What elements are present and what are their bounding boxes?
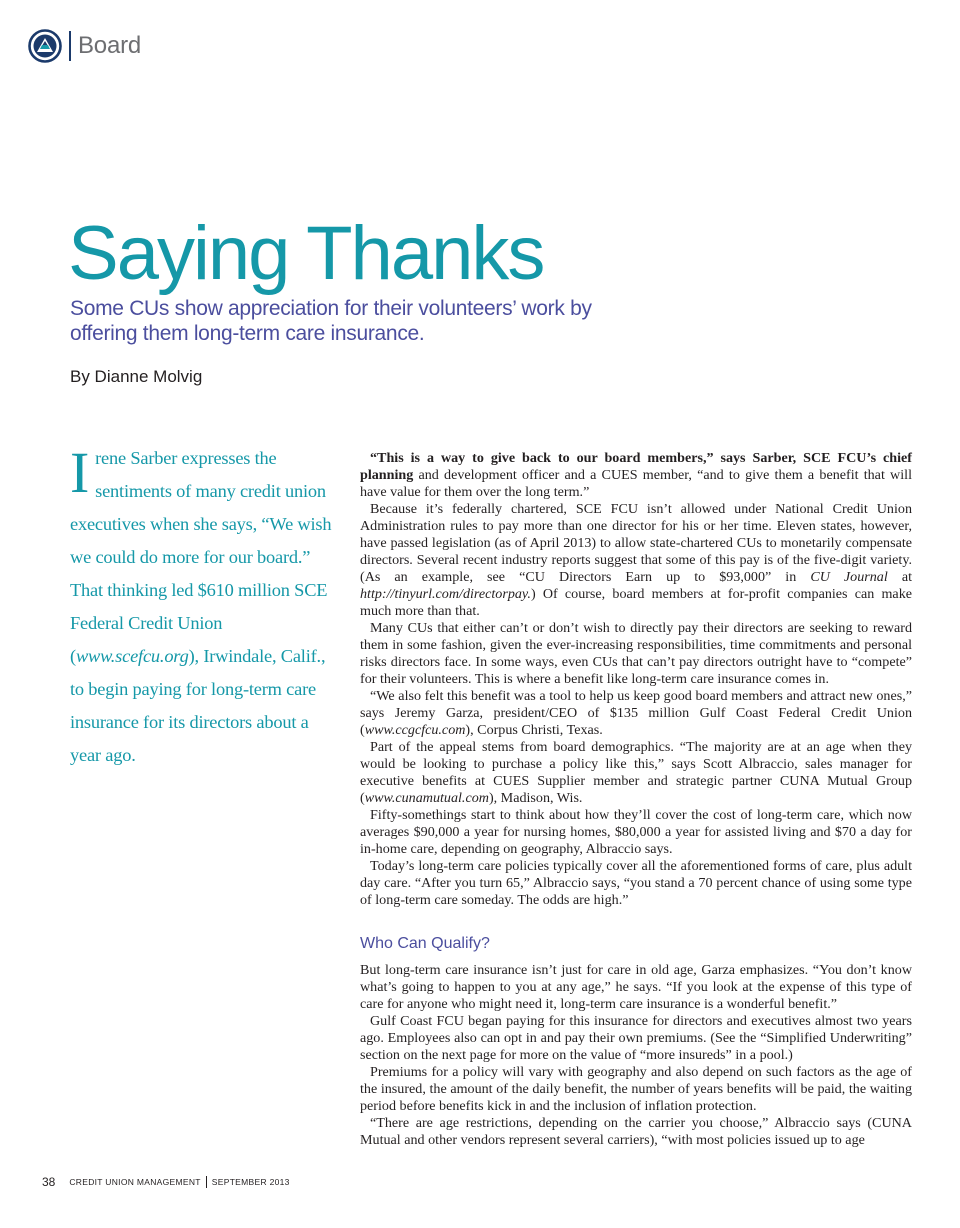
article-subtitle: Some CUs show appreciation for their volunteers’ work by offering them long-term care insurance. bbox=[70, 297, 592, 345]
cues-logo-icon bbox=[28, 29, 62, 63]
pull-quote bbox=[70, 442, 336, 772]
body-paragraph: Because it’s federally chartered, SCE FCU isn’t allowed under National Credit Union Administration rules to pay more than one director for his or her time. Eleven states, however, have passed legislation (as of April 2013) to allow state-chartered CUs to monetarily compensate directors. Several recent industry reports suggest that some of this pay is of the five-digit variety. (As an example, see “CU Directors Earn up to $93,000” in CU Journal at http://tinyurl.com/directorpay.) Of course, board members at for-profit companies can make much more than that. bbox=[360, 501, 912, 619]
section-label: Board bbox=[78, 32, 142, 59]
article-byline: By Dianne Molvig bbox=[70, 367, 203, 386]
body-paragraph: Part of the appeal stems from board demographics. “The majority are at an age when they would be looking to purchase a policy like this,” says Scott Albraccio, sales manager for executive benefits at CUES Supplier member and strategic partner CUNA Mutual Group (www.cunamutual.com), Madison, Wis. bbox=[360, 739, 912, 806]
section-subhead: Who Can Qualify? bbox=[360, 935, 490, 952]
pull-quote-url: www.scefcu.org bbox=[75, 646, 189, 666]
body-text: and development officer and a CUES member, “and to give them a benefit that will have value for them over the long term.” bbox=[360, 467, 912, 500]
body-paragraph: Gulf Coast FCU began paying for this insurance for directors and executives almost two years ago. Employees also can opt in and pay their own premiums. (See the “Simplified Underwriting” section on the next page for more on the value of “more insureds” in a pool.) bbox=[360, 1013, 912, 1063]
inline-url: http://tinyurl.com/directorpay. bbox=[360, 586, 531, 602]
footer-divider bbox=[206, 1176, 207, 1188]
body-paragraph: Fifty-somethings start to think about how they’ll cover the cost of long-term care, which now averages $90,000 a year for nursing homes, $80,000 a year for assisted living and $70 a day for in-home care, depending on geography, Albraccio says. bbox=[360, 807, 912, 857]
body-paragraph bbox=[360, 450, 912, 501]
page-footer bbox=[42, 1175, 290, 1189]
body-paragraph: Today’s long-term care policies typically cover all the aforementioned forms of care, plus adult day care. “After you turn 65,” Albraccio says, “you stand a 70 percent chance of using some type of long-term care someday. The odds are high.” bbox=[360, 858, 912, 908]
lead-in-text: “This is a way to give back to our board members,” says Sarber, SCE FCU’s chief planning bbox=[360, 450, 912, 483]
magazine-name: CREDIT UNION MANAGEMENT bbox=[69, 1177, 201, 1187]
page-header bbox=[28, 26, 141, 66]
body-paragraph: “We also felt this benefit was a tool to help us keep good board members and attract new ones,” says Jeremy Garza, president/CEO of $135 million Gulf Coast Federal Credit Union (www.ccgcfcu.com), Corpus Christi, Texas. bbox=[360, 688, 912, 738]
header-divider bbox=[69, 31, 71, 61]
page-number: 38 bbox=[42, 1175, 56, 1189]
article-title: Saying Thanks bbox=[68, 211, 544, 296]
body-paragraph: Many CUs that either can’t or don’t wish to directly pay their directors are seeking to reward them in some fashion, given the ever-increasing responsibilities, time commitments and personal risks directors face. In some ways, even CUs that can’t pay directors outright have to “compete” for their volunteers. This is where a benefit like long-term care insurance comes in. bbox=[360, 620, 912, 687]
pull-quote-text: rene Sarber expresses the sentiments of many credit union executives when she says, “We wish we could do more for our board.” That thinking led $610 million SCE Federal Credit Union ( bbox=[70, 448, 332, 666]
drop-cap: I bbox=[70, 440, 90, 505]
pull-quote-text-end: ), Irwindale, Calif., to begin paying for long-term care insurance for its directors about a year ago. bbox=[70, 646, 326, 765]
body-paragraph: “There are age restrictions, depending on the carrier you choose,” Albraccio says (CUNA Mutual and other vendors represent several carriers), “with most policies issued up to age bbox=[360, 1115, 912, 1148]
issue-date: SEPTEMBER 2013 bbox=[211, 1177, 290, 1187]
body-paragraph: But long-term care insurance isn’t just for care in old age, Garza emphasizes. “You don’t know what’s going to happen to you at any age,” he says. “If you look at the expense of this type of care for anyone who might need it, long-term care insurance is a wonderful benefit.” bbox=[360, 962, 912, 1012]
article-body bbox=[360, 450, 912, 1149]
inline-url: www.ccgcfcu.com bbox=[364, 722, 466, 738]
inline-url: www.cunamutual.com bbox=[364, 790, 489, 806]
publication-name: CU Journal bbox=[810, 569, 888, 585]
body-paragraph: Premiums for a policy will vary with geography and also depend on such factors as the age of the insured, the amount of the daily benefit, the number of years benefits will be paid, the waiting period before benefits kick in and the inclusion of inflation protection. bbox=[360, 1064, 912, 1114]
